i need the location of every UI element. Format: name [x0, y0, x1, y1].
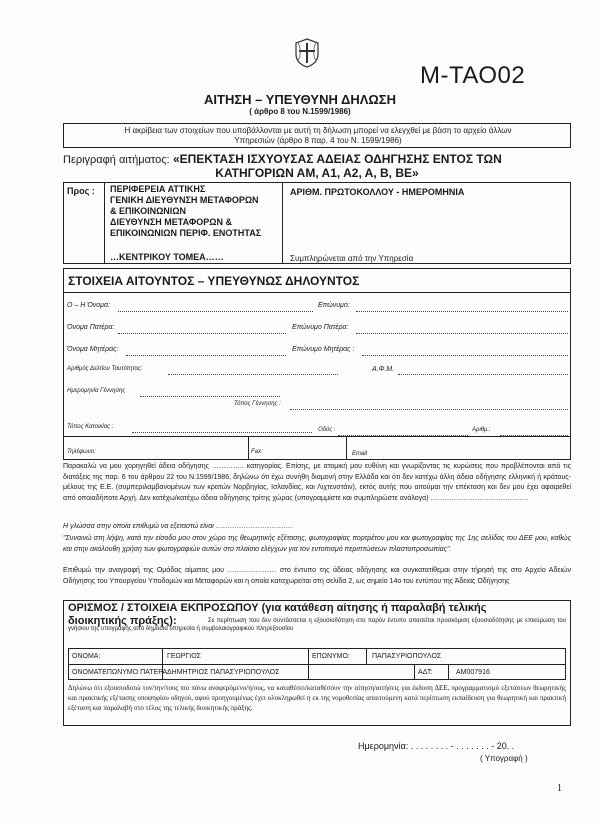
id-number-field[interactable] [168, 374, 338, 375]
divider [414, 664, 415, 680]
father-name-field[interactable] [118, 333, 286, 334]
mother-surname-label: Επώνυμο Μητέρας : [292, 346, 355, 353]
divider [448, 664, 449, 680]
form-code: Μ-ΤΑΟ02 [420, 62, 526, 89]
rep-adt-label: ΑΔΤ: [418, 669, 433, 676]
greek-coat-of-arms-icon [294, 38, 320, 68]
divider [248, 436, 249, 460]
mother-name-label: Όνομα Μητέρας: [67, 346, 119, 353]
applicant-heading: ΣΤΟΙΧΕΙΑ ΑΙΤΟΥΝΤΟΣ – ΥΠΕΥΘΥΝΩΣ ΔΗΛΟΥΝΤΟΣ [68, 274, 360, 288]
phone-label: Τηλέφωνο: [67, 449, 96, 455]
declaration-text: Παρακαλώ να μου χορηγηθεί άδεια οδήγησης ………….. κατηγορίας. Επίσης, με ατομική μου ευθύνη και γνωρίζοντας τις κυρώσεις που προβλέπονται από τις διατάξεις της παρ. 6 του άρθρου 22 του Ν.1599/1986, δηλώνω ότι έχω συνήθη διαμονή στην Ελλάδα και ότι δεν κατέχω άλλη άδεια οδήγησης ελληνική ή κράτους-μέλους της Ε.Ε. (συμπεριλαμβανομένων των κρατών Νορβηγίας, Ισλανδίας, και Λιχτενστάιν), εκτός αυτής που αιτούμαι την επέκταση και δεν μου έχει αφαιρεθεί από οποιαδήποτε Αρχή. Δεν κατέχω/κατέχω άδεια οδήγησης τρίτης χώρας (υπογραμμίστε και συμπληρώστε ανάλογα) …………………………………… [63, 463, 571, 502]
rep-surname-label: ΕΠΩΝΥΜΟ: [312, 653, 350, 660]
mother-name-field[interactable] [126, 355, 286, 356]
recipient-line: ΓΕΝΙΚΗ ΔΙΕΥΘΥΝΣΗ ΜΕΤΑΦΟΡΩΝ [110, 195, 259, 205]
father-surname-label: Επώνυμο Πατέρα: [292, 324, 349, 331]
representative-note: Σε περίπτωση που δεν συντάσσεται η εξουσιοδότηση στο παρόν έντυπο απαιτείται προσκόμιση εξουσιοδότησης με επικύρωση του γνήσιου της υπογραφής από δημόσια υπηρεσία ή συμβολαιογραφικού πληρεξουσίου [68, 618, 566, 632]
request-line1: «ΕΠΕΚΤΑΣΗ ΙΣΧΥΟΥΣΑΣ ΑΔΕΙΑΣ ΟΔΗΓΗΣΗΣ ΕΝΤΟΣ ΤΩΝ [172, 152, 502, 166]
fax-label: Fax: [251, 449, 263, 455]
rep-father-label: ΟΝΟΜΑΤΕΠΩΝΥΜΟ ΠΑΤΕΡΑ: [72, 669, 170, 676]
birth-place-label: Τόπος Γέννησης : [234, 401, 281, 407]
notice-text: Η ακρίβεια των στοιχείων που υποβάλλονται με αυτή τη δήλωση μπορεί να ελεγχθεί με βάση το αρχείο άλλων Υπηρεσιών (άρθρο 8 παρ. 4 του Ν. 1599/1986) [124, 126, 512, 145]
number-label: Αριθμ.: [472, 427, 491, 433]
mother-surname-field[interactable] [362, 355, 568, 356]
street-label: Οδός : [318, 427, 336, 433]
to-label: Προς : [67, 186, 95, 196]
birth-place-field[interactable] [290, 409, 568, 410]
father-name-label: Όνομα Πατέρα: [67, 324, 115, 331]
divider [63, 292, 571, 293]
language-line: Η γλώσσα στην οποία επιθυμώ να εξεταστώ είναι …………………………… [63, 523, 293, 530]
recipient-lines [110, 184, 261, 239]
id-number-label: Αριθμός Δελτίου Ταυτότητας: [67, 366, 143, 372]
rep-father-value[interactable]: ΔΗΜΗΤΡΙΟΣ ΠΑΠΑΣΥΡΙΟΠΟΥΛΟΣ [167, 669, 280, 676]
afm-field[interactable] [398, 374, 568, 375]
rep-adt-value[interactable]: ΑΜ007916 [456, 669, 490, 676]
request-prefix: Περιγραφή αιτήματος: [63, 154, 170, 166]
divider [308, 648, 309, 680]
residence-label: Τόπος Κατοικίας : [67, 424, 114, 430]
name-label: Ο – Η Όνομα: [67, 302, 110, 309]
residence-field[interactable] [132, 432, 312, 433]
divider [68, 664, 566, 665]
signature-label: ( Υπογραφή ) [480, 754, 528, 763]
divider [63, 436, 571, 437]
page-number: 1 [557, 783, 562, 794]
form-title: ΑΙΤΗΣΗ – ΥΠΕΥΘΥΝΗ ΔΗΛΩΣΗ [204, 92, 396, 107]
date-line[interactable]: Ημερομηνία: . . . . . . . . - . . . . . . . - 20. . [358, 741, 515, 751]
afm-label: Α.Φ.Μ. [372, 366, 395, 373]
surname-label: Επώνυμο: [318, 302, 350, 309]
father-surname-field[interactable] [356, 333, 568, 334]
authorization-text: Δηλώνω ότι εξουσιοδοτώ τον/την/τους πιο πάνω αναφερόμενο/η/ους, να καταθέσει/καταθέσουν την αίτηση/αιτήσεις για έκδοση ΔΕΕ, προγραμματισμό εξετάσεων θεωρητικής και πρακτικής εξέτασης υποψηφίου οδηγού, αφού προηγουμένως έχει ολοκληρωθεί η εκ της νομοθεσίας απαιτούμενη κατά περίπτωση εκπαίδευση για θεωρητική και πρακτική εξέταση και παραλαβή στο τέλος της τελικής διοικητικής πράξης. [68, 684, 566, 712]
divider [346, 436, 347, 460]
form-subtitle: ( άρθρο 8 του Ν.1599/1986) [249, 107, 351, 116]
name-field[interactable] [118, 311, 313, 312]
consent-text: "Συναινώ στη λήψη, κατά την είσοδο μου στον χώρο της θεωρητικής εξέτασης, φωτογραφίας πορτρέτου μου και φωτογραφίας της 1ης σελίδας του ΔΕΕ μου, καθώς και στην ακόλουθη χρήση των φωτογραφιών αυτών στο πλαίσιο ελέγχων για τον εντοπισμό περιπτώσεων πλαστοπροσωπίας". [63, 535, 571, 553]
rep-name-value[interactable]: ΓΕΩΡΓΙΟΣ [167, 653, 201, 660]
birth-date-label: Ημερομηνία Γέννησης [67, 388, 126, 394]
birth-date-field[interactable] [140, 396, 280, 397]
divider [366, 648, 367, 664]
blood-type-text: Επιθυμώ την αναγραφή της Ομάδας αίματος μου ………………… στο έντυπο της άδειας οδήγησης και συγκατατίθεμαι στην τήρησή της στο Αρχείο Αδειών Οδήγησης του Υπουργείου Υποδομών και Μεταφορών και η οποία καταχωρείται στη σελίδα 2, ως σημείο 14ο του εντύπου της Άδειας Οδήγησης [63, 567, 571, 585]
recipient-line: & ΕΠΙΚΟΙΝΩΝΙΩΝ [110, 206, 187, 216]
protocol-label: ΑΡΙΘΜ. ΠΡΩΤΟΚΟΛΛΟΥ - ΗΜΕΡΟΜΗΝΙΑ [290, 187, 465, 197]
surname-field[interactable] [356, 311, 568, 312]
rep-name-label: ΟΝΟΜΑ: [72, 653, 101, 660]
divider [282, 182, 283, 264]
notice-box [63, 123, 571, 148]
request-line2: ΚΑΤΗΓΟΡΙΩΝ ΑΜ, Α1, Α2, Α, Β, ΒΕ» [215, 166, 419, 180]
recipient-line: ΔΙΕΥΘΥΝΣΗ ΜΕΤΑΦΟΡΩΝ & [110, 217, 232, 227]
representative-heading: ΟΡΙΣΜΟΣ / ΣΤΟΙΧΕΙΑ ΕΚΠΡΟΣΩΠΟΥ (για κατάθεση αίτησης ή παραλαβή τελικής [68, 602, 487, 614]
service-note: Συμπληρώνεται από την Υπηρεσία [290, 254, 414, 263]
divider [104, 182, 105, 264]
request-description [63, 152, 571, 167]
rep-surname-value[interactable]: ΠΑΠΑΣΥΡΙΟΠΟΥΛΟΣ [372, 653, 442, 660]
recipient-sector: …ΚΕΝΤΡΙΚΟΥ ΤΟΜΕΑ…… [110, 252, 224, 262]
recipient-line: ΠΕΡΙΦΕΡΕΙΑ ΑΤΤΙΚΗΣ [110, 184, 206, 194]
representative-heading2: διοικητικής πράξης): [68, 615, 177, 627]
recipient-line: ΕΠΙΚΟΙΝΩΝΙΩΝ ΠΕΡΙΦ. ΕΝΟΤΗΤΑΣ [110, 228, 262, 238]
email-label: Email [352, 451, 368, 457]
